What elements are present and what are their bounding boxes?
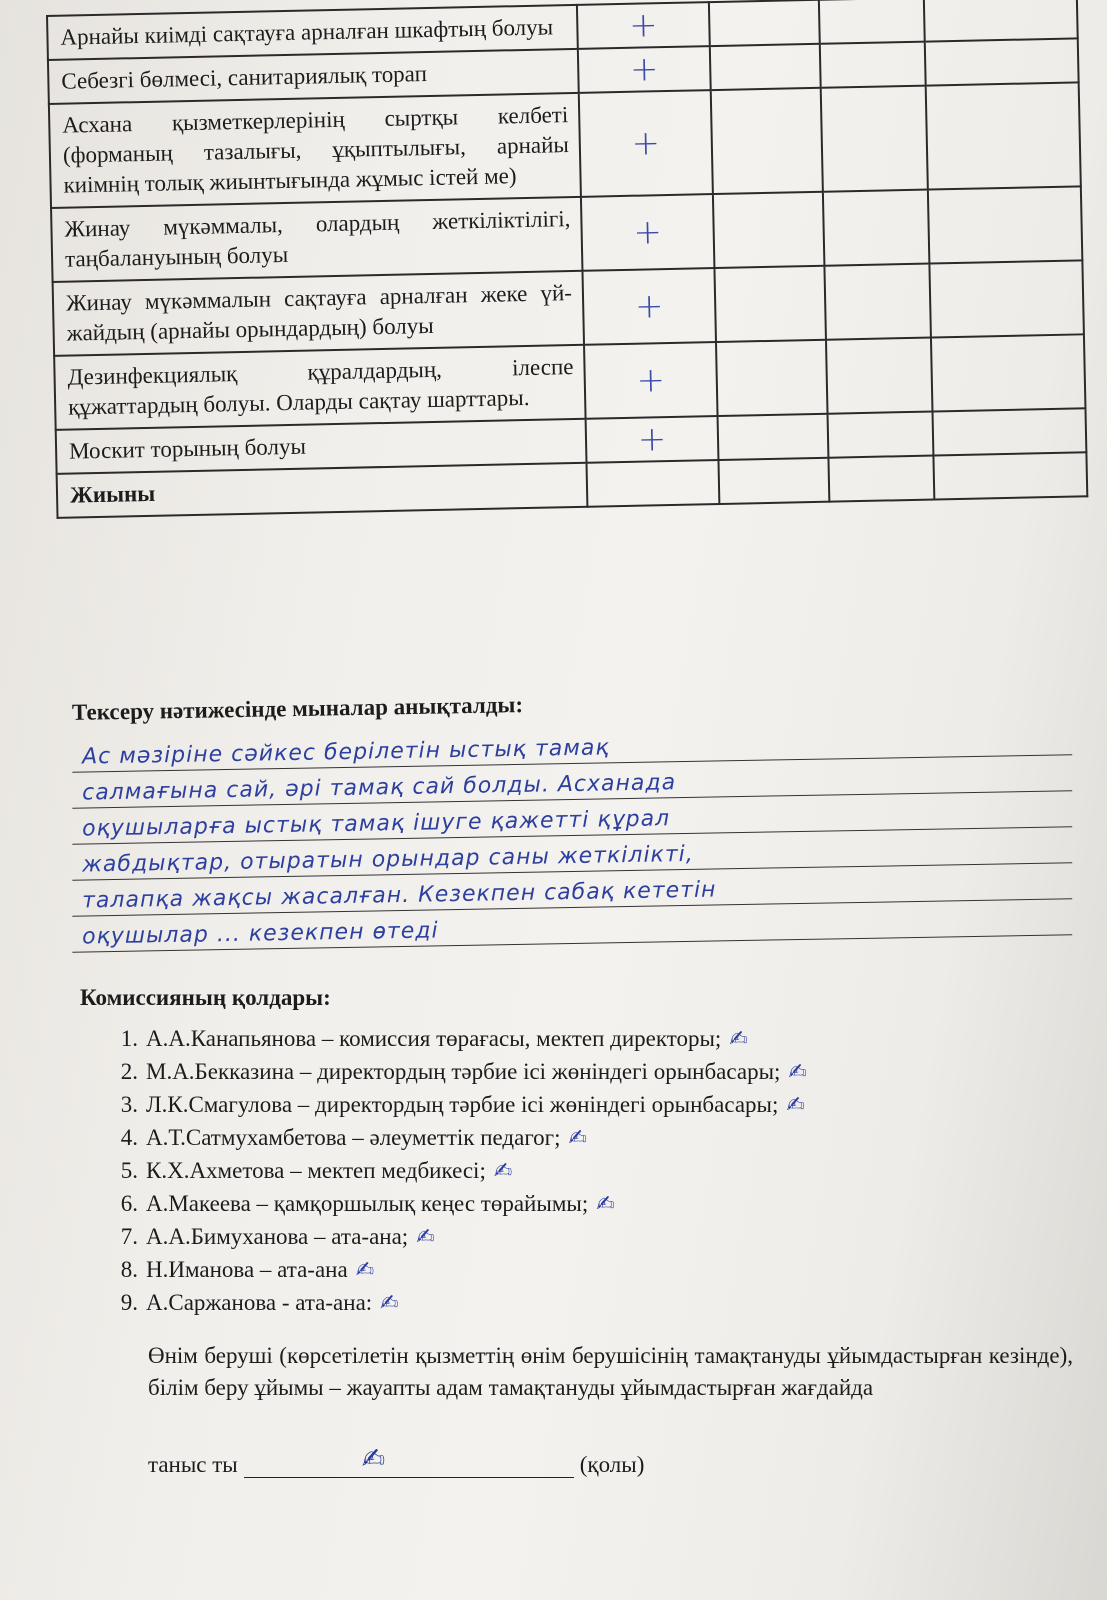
signature: ✍ [786, 1093, 805, 1118]
handwritten-line: оқушылар ... кезекпен өтеді [72, 899, 1072, 952]
commission-members-list [100, 1023, 807, 1320]
member-item: 2. М.А.Бекказина – директордың тәрбие ісі жөніндегі орынбасары; ✍ [120, 1059, 807, 1085]
empty-cell [925, 38, 1079, 85]
criterion-cell: Себезгі бөлмесі, санитариялық торап [48, 49, 579, 104]
member-item: 3. Л.К.Смагулова – директордың тәрбие ісі жөніндегі орынбасары; ✍ [120, 1092, 805, 1118]
empty-cell [819, 0, 925, 44]
mark-cell: + [578, 46, 711, 93]
empty-cell [931, 334, 1086, 411]
handwritten-findings [72, 728, 1072, 950]
member-item: 7. А.А.Бимуханова – ата-ана; ✍ [120, 1224, 435, 1250]
empty-cell [709, 0, 820, 46]
empty-cell [823, 190, 930, 266]
signature: ✍ [596, 1192, 615, 1217]
signature: ✍ [568, 1126, 587, 1151]
member-item: 9. А.Саржанова - ата-ана: ✍ [120, 1290, 399, 1316]
signature: ✍ [380, 1291, 399, 1316]
handwritten-line: салмағына сай, әрі тамақ сай болды. Асханада [72, 755, 1072, 808]
criterion-cell: Жинау мүкәммалы, олардың жеткіліктілігі, таңбалануының болуы [51, 197, 582, 282]
empty-cell [828, 412, 934, 458]
empty-cell [718, 458, 829, 504]
empty-cell [826, 338, 933, 414]
member-item: 1. А.А.Канапьянова – комиссия төрағасы, мектеп директоры; ✍ [120, 1026, 748, 1052]
mark-cell: + [586, 416, 719, 463]
empty-cell [932, 408, 1086, 455]
signature: ✍ [355, 1258, 375, 1283]
checklist-table [46, 0, 1086, 519]
handwritten-line: Ас мәзіріне сәйкес берілетін ыстық тамақ [72, 719, 1072, 772]
empty-cell [820, 42, 926, 88]
empty-cell [710, 44, 821, 90]
handwritten-line: талапқа жақсы жасалған. Кезекпен сабақ кететін [72, 863, 1072, 916]
signature: ✍ [416, 1225, 435, 1250]
signature: ✍ [493, 1159, 513, 1184]
empty-cell [821, 86, 928, 192]
mark-cell: + [579, 90, 713, 197]
sign-label: (қолы) [579, 1452, 645, 1477]
commission-title: Комиссияның қолдары: [80, 985, 331, 1010]
empty-cell [586, 460, 719, 507]
findings-title: Тексеру нәтижесінде мыналар анықталды: [71, 692, 524, 725]
criterion-cell: Арнайы киімді сақтауға арналған шкафтың болуы [47, 5, 578, 60]
empty-cell [824, 264, 931, 340]
criterion-cell: Москит торының болуы [56, 419, 587, 474]
empty-cell [929, 260, 1084, 337]
empty-cell [711, 88, 823, 194]
signature-line [244, 1442, 574, 1478]
empty-cell [716, 340, 828, 416]
member-item: 6. А.Макеева – қамқоршылық кеңес төрайымы; ✍ [120, 1191, 615, 1217]
empty-cell [924, 0, 1078, 42]
total-label: Жиыны [57, 463, 588, 518]
acknowledgement-line [148, 1442, 645, 1478]
criterion-cell: Асхана қызметкерлерінің сыртқы келбеті (форманың тазалығы, ұқыптылығы, арнайы киімнің толық жиынтығында жұмыс істей ме) [49, 93, 581, 208]
signature: ✍ [361, 1442, 386, 1475]
mark-cell: + [581, 194, 715, 271]
ack-label: таныс ты [148, 1452, 238, 1477]
handwritten-line: жабдықтар, отыратын орындар саны жеткілікті, [72, 827, 1072, 880]
empty-cell [718, 414, 829, 460]
empty-cell [926, 82, 1081, 189]
mark-cell: + [584, 342, 718, 419]
empty-cell [714, 266, 826, 342]
empty-cell [713, 192, 825, 268]
handwritten-line: оқушыларға ыстық тамақ ішуге қажетті құрал [72, 791, 1072, 844]
mark-cell: + [582, 268, 716, 345]
signature: ✍ [788, 1060, 807, 1085]
empty-cell [933, 452, 1087, 499]
provider-paragraph: Өнім беруші (көрсетілетін қызметтің өнім берушісінің тамақтануды ұйымдастырған кезінде), білім беру ұйымы – жауапты адам тамақтануды ұйымдастырған жағдайда [148, 1343, 1073, 1400]
mark-cell: + [577, 2, 710, 49]
empty-cell [828, 456, 934, 502]
member-item: 5. К.Х.Ахметова – мектеп медбикесі; ✍ [120, 1158, 513, 1184]
criterion-cell: Дезинфекциялық құралдардың, ілеспе құжаттардың болуы. Оларды сақтау шарттары. [54, 345, 585, 430]
member-item: 8. Н.Иманова – ата-ана ✍ [120, 1257, 375, 1283]
criterion-cell: Жинау мүкәммалын сақтауға арналған жеке үй-жайдың (арнайы орындардың) болуы [53, 271, 584, 356]
empty-cell [928, 186, 1083, 263]
member-item: 4. А.Т.Сатмухамбетова – әлеуметтік педагог; ✍ [120, 1125, 587, 1151]
signature: ✍ [729, 1027, 748, 1052]
